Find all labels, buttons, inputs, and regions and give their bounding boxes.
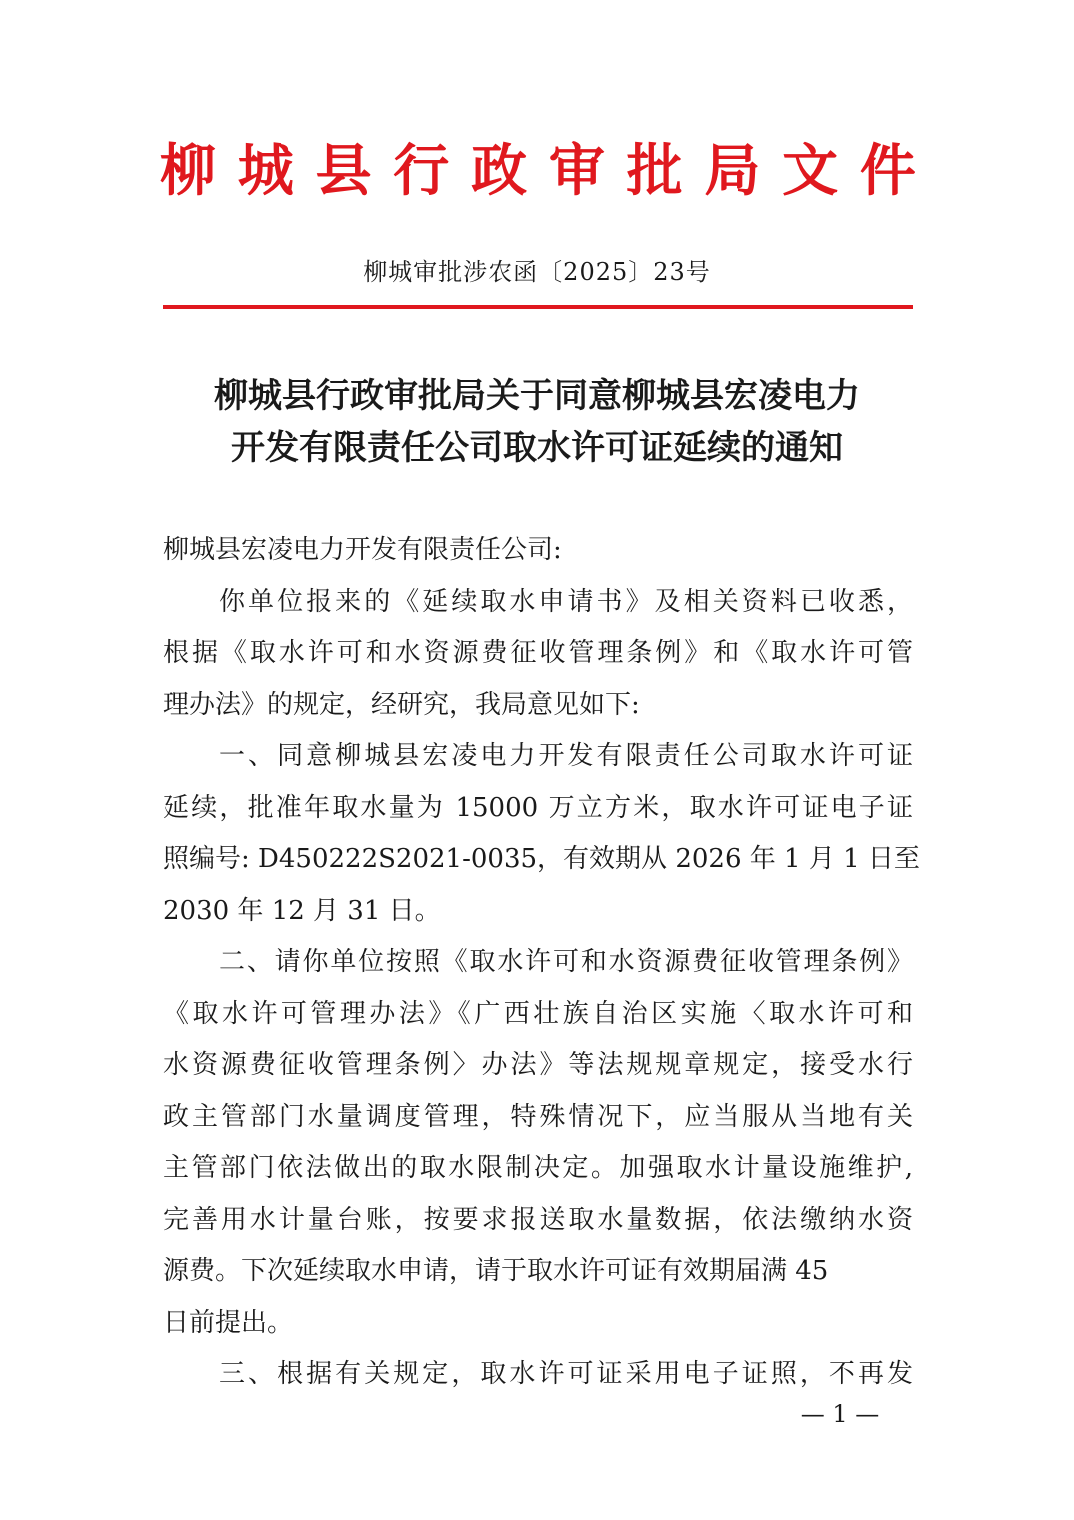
document-number: 柳城审批涉农函〔2025〕23号 [363, 258, 711, 286]
masthead-char: 件 [859, 139, 916, 204]
body-line: 三、根据有关规定，取水许可证采用电子证照，不再发 [219, 1359, 913, 1389]
body-line: 日前提出。 [163, 1307, 294, 1338]
title-line: 柳城县行政审批局关于同意柳城县宏凌电力 [214, 376, 860, 416]
masthead-char: 局 [704, 139, 761, 204]
page-number: — 1 — [800, 1400, 880, 1428]
masthead-char: 审 [548, 139, 605, 204]
masthead-char: 行 [393, 139, 450, 204]
body-line: 《取水许可管理办法》《广西壮族自治区实施〈取水许可和 [163, 998, 913, 1029]
title-line: 开发有限责任公司取水许可证延续的通知 [231, 428, 843, 468]
masthead-char: 县 [315, 139, 372, 204]
body-line: 二、请你单位按照《取水许可和水资源费征收管理条例》 [219, 947, 913, 977]
red-divider-line [163, 305, 913, 309]
document-title [0, 370, 1074, 474]
body-line: 照编号: D450222S2021-0035，有效期从 2026 年 1 月 1 日至 [163, 844, 920, 874]
body-line: 主管部门依法做出的取水限制决定。加强取水计量设施维护, [163, 1153, 913, 1183]
masthead-char: 柳 [160, 139, 216, 204]
body-line: 延续，批准年取水量为 15000 万立方米，取水许可证电子证 [163, 792, 913, 823]
body-line: 你单位报来的《延续取水申请书》及相关资料已收悉， [219, 586, 913, 617]
body-line: 理办法》的规定，经研究，我局意见如下: [163, 689, 640, 720]
body-line: 2030 年 12 月 31 日。 [163, 895, 441, 926]
masthead-char: 文 [782, 139, 839, 204]
masthead-char: 城 [237, 139, 294, 204]
masthead-char: 批 [626, 139, 683, 204]
body-line: 水资源费征收管理条例〉办法》等法规规章规定，接受水行 [163, 1050, 913, 1080]
document-body [163, 525, 920, 1401]
body-line: 一、同意柳城县宏凌电力开发有限责任公司取水许可证 [219, 741, 913, 771]
body-line: 政主管部门水量调度管理，特殊情况下，应当服从当地有关 [163, 1101, 913, 1132]
masthead [160, 136, 916, 208]
masthead-char: 政 [471, 139, 528, 204]
body-line: 根据《取水许可和水资源费征收管理条例》和《取水许可管 [163, 638, 913, 668]
body-line: 完善用水计量台账，按要求报送取水量数据，依法缴纳水资 [163, 1204, 913, 1235]
salutation: 柳城县宏凌电力开发有限责任公司: [163, 535, 562, 565]
body-line: 源费。下次延续取水申请，请于取水许可证有效期届满 45 [163, 1256, 829, 1286]
